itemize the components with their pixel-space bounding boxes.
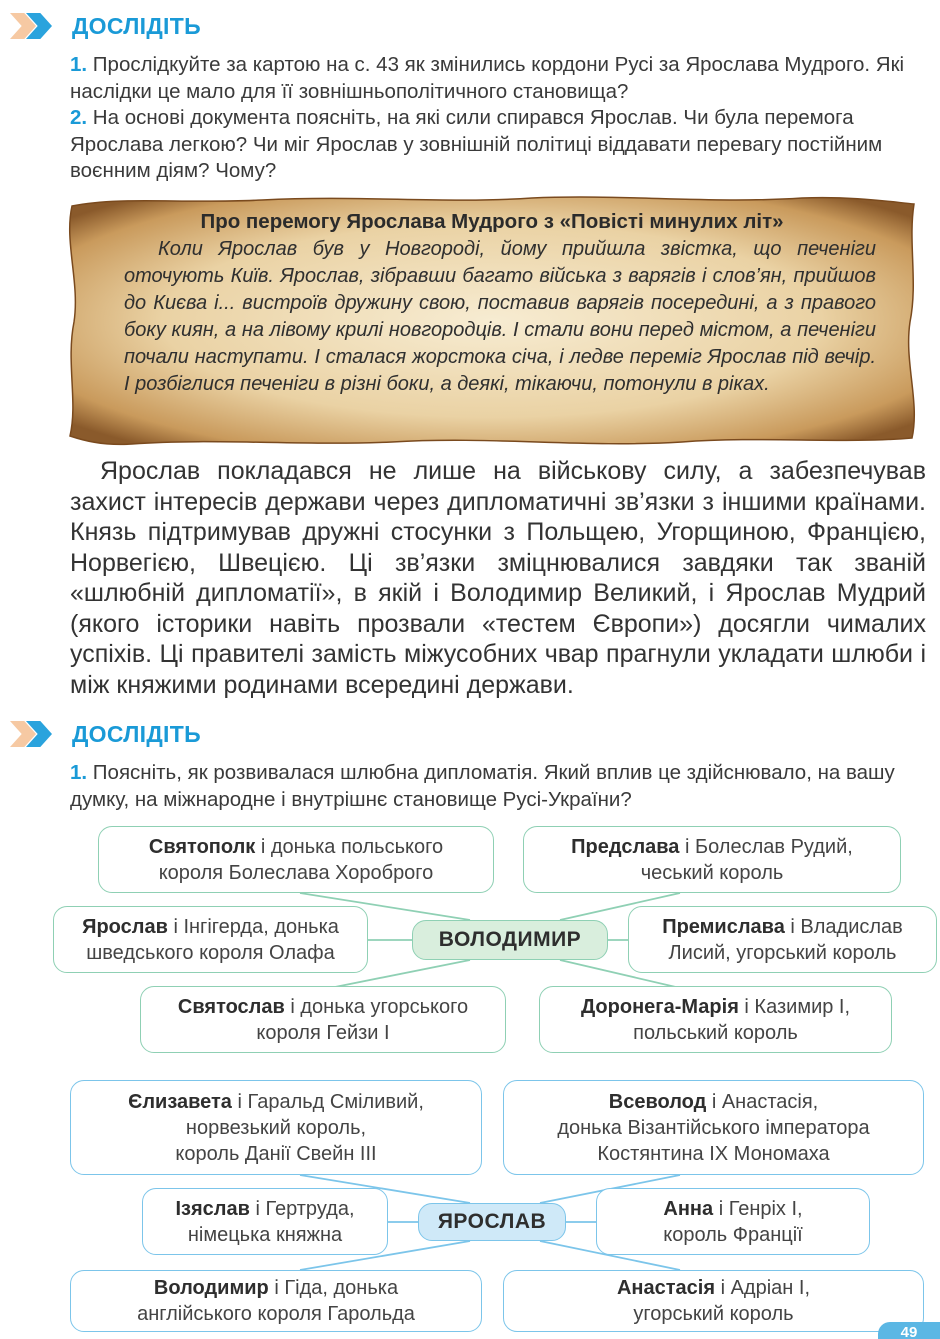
document-text: Коли Ярослав був у Новгороді, йому прийшла звістка, що печеніги оточують Київ. Ярослав, зібравши багато війська з варягів і слов’ян, прийшов до Києва і... вистроїв дружину свою, поставив варягів посередині, а з правого боку киян, а на лівому крилі новгородців. І стали вони перед містом, а печеніги почали наступати. І сталася жорстока січа, і ледве переміг Ярослав під вечір. І розбіглися печеніги в різні боки, а деякі, тікаючи, потонули в ріках. xyxy=(124,238,876,395)
person-name: Доронега-Марія xyxy=(580,995,739,1018)
marriage-box-vsevolod xyxy=(503,1080,924,1175)
box-text: і Адріан І, xyxy=(715,1277,811,1299)
box-text: короля Гейзи І xyxy=(256,1021,390,1044)
box-text xyxy=(550,994,881,1020)
person-name: Святослав xyxy=(177,995,285,1018)
box-text: короля Болеслава Хороброго xyxy=(158,861,434,884)
person-name: Премислава xyxy=(662,915,785,938)
marriage-box-yaroslav xyxy=(53,906,368,973)
marriage-box-predslava xyxy=(523,826,901,893)
box-text xyxy=(514,1089,913,1115)
box-text: чеський король xyxy=(640,861,784,884)
person-name: Предслава xyxy=(571,835,680,858)
person-name: Всеволод xyxy=(608,1090,707,1113)
center-volodymyr: ВОЛОДИМИР xyxy=(412,920,608,960)
person-name: Ярослав xyxy=(82,915,168,938)
box-text xyxy=(64,914,357,940)
section-title: ДОСЛІДІТЬ xyxy=(72,12,201,39)
question-1: 1. Поясніть, як розвивалася шлюбна дипломатія. Який вплив це здійснювало, на вашу думку, на міжнародне і внутрішнє становище Русі-України? xyxy=(70,761,895,811)
box-text: король Данії Свейн ІІІ xyxy=(175,1142,377,1165)
box-text: шведського короля Олафа xyxy=(86,941,335,964)
box-text: і донька польського xyxy=(255,835,444,858)
person-name: Анна xyxy=(663,1197,714,1220)
person-name: Ізяслав xyxy=(175,1197,250,1220)
marriage-box-premyslava xyxy=(628,906,937,973)
question-2: 2. На основі документа поясніть, на які сили спирався Ярослав. Чи була перемога Ярослава легкою? Чи міг Ярослав у зовнішній політиці віддавати перевагу постійним воєнним діям? Чому? xyxy=(70,106,883,182)
question-1: 1. Прослідкуйте за картою на с. 43 як змінились кордони Русі за Ярослава Мудрого. Які наслідки це мало для її зовнішньополітичного становища? xyxy=(70,53,905,103)
box-text: донька Візантійського імператора xyxy=(557,1116,870,1139)
box-text: німецька княжна xyxy=(187,1223,343,1246)
marriage-box-volodymyr xyxy=(70,1270,482,1332)
marriage-box-sviatoslav xyxy=(140,986,506,1053)
box-text: і Генріх І, xyxy=(713,1197,803,1220)
marriage-box-doronega xyxy=(539,986,892,1053)
box-text: і Гіда, донька xyxy=(268,1277,399,1299)
marriage-box-anna xyxy=(596,1188,870,1255)
box-text: норвезький король, xyxy=(185,1116,367,1139)
person-name: Єлизавета xyxy=(128,1090,232,1113)
box-text: і Анастасія, xyxy=(706,1090,819,1113)
section-title-2: ДОСЛІДІТЬ xyxy=(72,720,201,747)
box-text: і Владислав xyxy=(784,915,903,938)
marriage-box-iziaslav xyxy=(142,1188,388,1255)
box-text xyxy=(607,1196,859,1222)
box-text: і Інгігерда, донька xyxy=(167,915,339,938)
box-text: і Гаральд Сміливий, xyxy=(231,1090,424,1113)
box-text xyxy=(151,994,495,1020)
box-text: польський король xyxy=(633,1021,798,1044)
box-text xyxy=(153,1196,377,1222)
marriage-box-yelyzaveta xyxy=(70,1080,482,1175)
box-text: і донька угорського xyxy=(284,995,469,1018)
marriage-box-sviatopolk xyxy=(98,826,494,893)
box-text xyxy=(514,1275,913,1301)
box-text xyxy=(109,834,483,860)
box-text xyxy=(81,1089,471,1115)
marriage-box-anastasia xyxy=(503,1270,924,1332)
box-text: і Казимир І, xyxy=(738,995,851,1018)
document-title: Про перемогу Ярослава Мудрого з «Повісті минулих літ» xyxy=(200,210,784,233)
center-yaroslav: ЯРОСЛАВ xyxy=(418,1203,566,1241)
box-text: і Болеслав Рудий, xyxy=(679,835,853,858)
person-name: Володимир xyxy=(153,1277,269,1299)
box-text: і Гертруда, xyxy=(249,1197,355,1220)
box-text: Костянтина ІХ Мономаха xyxy=(597,1142,830,1165)
box-text xyxy=(639,914,926,940)
main-paragraph: Ярослав покладався не лише на військову силу, а забезпечував захист інтересів держави через дипломатичні зв’язки з іншими країнами. Князь підтримував дружні стосунки з Польщею, Угорщиною, Францією, Норвегією, Швецією. Ці зв’язки зміцнювалися завдяки так званій «шлюбній дипломатії», в якій і Володимир Великий, і Ярослав Мудрий (якого історики навіть прозвали «тестем Європи») досягли чималих успіхів. Ці правителі замість міжусобних чвар прагнули укладати шлюби і між княжими родинами всередині держави. xyxy=(70,457,926,699)
person-name: Анастасія xyxy=(616,1277,716,1299)
box-text: Лисий, угорський король xyxy=(668,941,897,964)
box-text: король Франції xyxy=(663,1223,803,1246)
box-text: англійського короля Гарольда xyxy=(137,1303,415,1325)
box-text xyxy=(534,834,890,860)
box-text xyxy=(81,1275,471,1301)
person-name: Святополк xyxy=(148,835,256,858)
page-number: 49 xyxy=(878,1322,940,1339)
box-text: угорський король xyxy=(633,1303,794,1325)
